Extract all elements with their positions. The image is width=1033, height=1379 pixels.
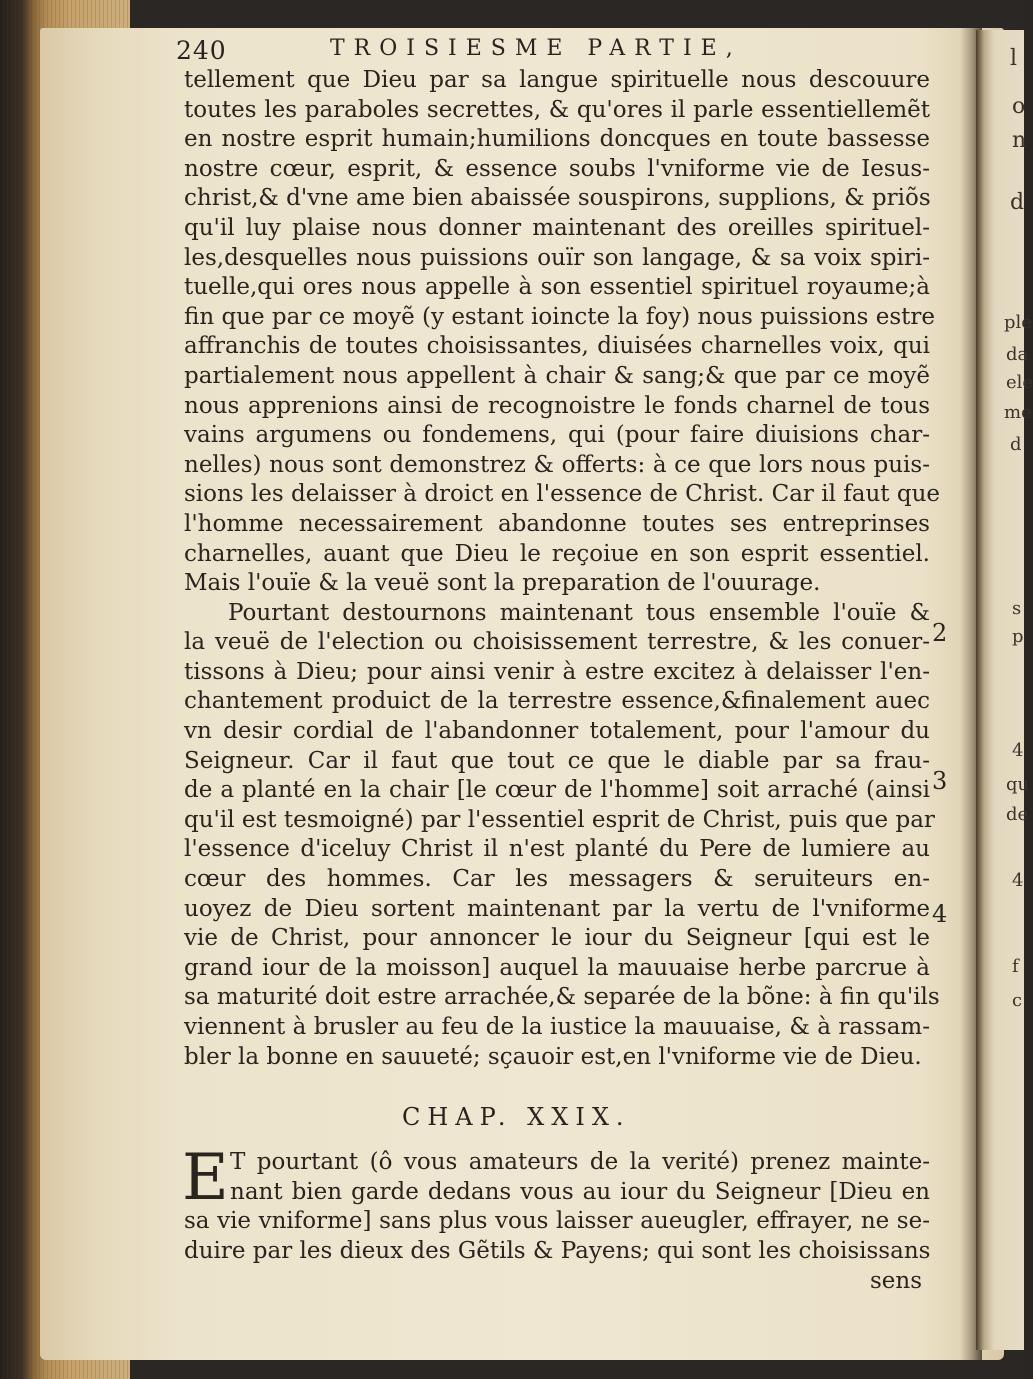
text-line: vn desir cordial de l'abandonner totalement, pour l'amour du	[184, 718, 930, 745]
text-line: sions les delaisser à droict en l'essence de Christ. Car il faut que	[184, 481, 940, 508]
text-line: vie de Christ, pour annoncer le iour du Seigneur [qui est le	[184, 925, 930, 952]
running-header	[176, 32, 930, 66]
text-line: duire par les dieux des Gẽtils & Payens; qui sont les choisissans	[184, 1237, 931, 1264]
catchword: sens	[869, 1267, 922, 1294]
facing-page-fragment: n	[1012, 128, 1027, 153]
facing-page-fragment: ele	[1006, 372, 1033, 393]
text-line: cœur des hommes. Car les messagers & seruiteurs en-	[184, 866, 930, 893]
text-line: l'essence d'iceluy Christ il n'est planté du Pere de lumiere au	[184, 836, 930, 863]
text-line: uoyez de Dieu sortent maintenant par la vertu de l'vniforme	[184, 895, 930, 922]
text-line: grand iour de la moisson] auquel la mauuaise herbe parcrue à	[184, 954, 930, 981]
facing-page-edge	[976, 30, 1027, 1350]
margin-number: 2	[932, 619, 948, 647]
text-line: tellement que Dieu par sa langue spirituelle nous descouure	[184, 67, 930, 93]
facing-page-fragment: s	[1012, 598, 1022, 619]
text-line: nant bien garde dedans vous au iour du Seigneur [Dieu en	[230, 1178, 930, 1205]
facing-page-fragment: qu	[1006, 774, 1030, 795]
facing-page-fragment: me	[1004, 402, 1032, 423]
text-line: Mais l'ouïe & la veuë sont la preparation de l'ouurage.	[184, 570, 821, 597]
text-line: qu'il est tesmoigné) par l'essentiel esprit de Christ, puis que par	[184, 806, 935, 833]
text-line: tissons à Dieu; pour ainsi venir à estre excitez à delaisser l'en-	[184, 658, 930, 685]
facing-page-fragment: o	[1012, 94, 1026, 119]
text-line: l'homme necessairement abandonne toutes ses entreprinses	[184, 510, 930, 537]
text-line: partialement nous appellent à chair & sang;& que par ce moyẽ	[184, 362, 930, 389]
text-line: Pourtant destournons maintenant tous ensemble l'ouïe &	[228, 599, 930, 626]
facing-page-fragment: f	[1012, 956, 1019, 977]
text-line: qu'il luy plaise nous donner maintenant des oreilles spirituel-	[184, 214, 930, 241]
paragraph	[184, 599, 940, 1073]
text-line: bler la bonne en sauueté; sçauoir est,en l'vniforme vie de Dieu.	[184, 1043, 922, 1070]
text-line: tuelle,qui ores nous appelle à son essentiel spirituel royaume;à	[184, 274, 930, 301]
text-line: fin que par ce moyẽ (y estant ioincte la foy) nous puissions estre	[184, 303, 935, 330]
margin-number: 4	[932, 900, 948, 928]
facing-page-fragment: 4	[1012, 740, 1024, 761]
paragraph	[184, 66, 940, 599]
text-line: affranchis de toutes choisissantes, diuisées charnelles voix, qui	[184, 333, 930, 360]
facing-page-fragment: l	[1010, 46, 1018, 71]
text-line: viennent à brusler au feu de la iustice la mauuaise, & à rassam-	[184, 1014, 930, 1040]
text-line: en nostre esprit humain;humilions doncques en toute bassesse	[184, 126, 930, 153]
facing-page-fragment: ple	[1004, 312, 1032, 333]
text-line: nostre cœur, esprit, & essence soubs l'vniforme vie de Iesus-	[184, 155, 930, 182]
facing-page-fragment: d	[1010, 190, 1025, 215]
facing-page-fragment: da	[1006, 344, 1029, 365]
text-line: charnelles, auant que Dieu le reçoiue en son esprit essentiel.	[184, 540, 930, 567]
drop-cap: E	[182, 1141, 229, 1216]
text-line: sa vie vniforme] sans plus vous laisser aueugler, effrayer, ne se-	[184, 1208, 930, 1235]
text-line: christ,& d'vne ame bien abaissée souspirons, supplions, & priõs	[184, 185, 931, 212]
chapter-heading: CHAP. XXIX.	[402, 1103, 631, 1132]
text-line: Seigneur. Car il faut que tout ce que le diable par sa frau-	[184, 747, 930, 774]
text-line: chantement produict de la terrestre essence,&finalement auec	[184, 688, 930, 715]
text-line: nelles) nous sont demonstrez & offerts: à ce que lors nous puis-	[184, 451, 930, 478]
text-line: les,desquelles nous puissions ouïr son langage, & sa voix spiri-	[184, 244, 930, 271]
facing-page-fragment: p	[1012, 626, 1024, 647]
running-title: TROISIESME PARTIE,	[330, 36, 742, 61]
text-line: sa maturité doit estre arrachée,& separée de la bõne: à fin qu'ils	[184, 984, 940, 1011]
text-block	[176, 32, 940, 1296]
text-line: vains argumens ou fondemens, qui (pour faire diuisions char-	[184, 422, 930, 449]
text-line: nous apprenions ainsi de recognoistre le fonds charnel de tous	[184, 392, 930, 419]
facing-page-fragment: 4	[1012, 870, 1024, 891]
facing-page-fragment: c	[1012, 990, 1023, 1011]
page-number: 240	[176, 36, 227, 65]
text-line: T pourtant (ô vous amateurs de la verité) prenez mainte-	[230, 1149, 930, 1176]
chapter-opening	[182, 1141, 931, 1296]
text-line: de a planté en la chair [le cœur de l'homme] soit arraché (ainsi	[184, 777, 930, 804]
facing-page-fragment: d	[1010, 434, 1022, 455]
text-line: toutes les paraboles secrettes, & qu'ores il parle essentiellemẽt	[184, 96, 930, 123]
text-line: la veuë de l'election ou choisissement terrestre, & les conuer-	[184, 629, 930, 656]
margin-number: 3	[932, 767, 948, 795]
facing-page-fragment: de	[1006, 804, 1029, 825]
